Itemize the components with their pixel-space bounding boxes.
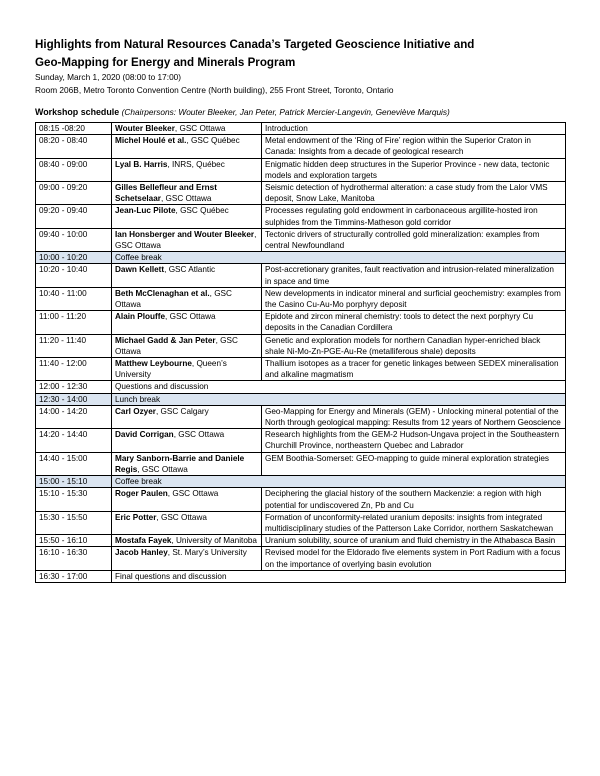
speaker-cell [112,135,262,158]
speaker-affiliation: , GSC Ottawa [115,335,238,356]
time-cell: 15:10 - 15:30 [36,488,112,511]
time-cell: 12:30 - 14:00 [36,393,112,405]
speaker-affiliation: , GSC Ottawa [160,194,212,204]
discussion-cell: Questions and discussion [112,381,566,393]
speaker-name: Alain Plouffe [115,312,166,322]
speaker-name: David Corrigan [115,430,174,440]
table-row [36,135,566,158]
speaker-cell [112,429,262,452]
speaker-name: Roger Paulen [115,489,168,499]
time-cell: 09:00 - 09:20 [36,182,112,205]
speaker-cell [112,228,262,251]
table-row [36,511,566,534]
speaker-affiliation: , GSC Ottawa [167,489,219,499]
title-line-1: Highlights from Natural Resources Canada’s Targeted Geoscience Initiative and [35,38,475,51]
break-cell: Lunch break [112,393,566,405]
document-title [35,36,575,72]
time-cell: 11:40 - 12:00 [36,358,112,381]
time-cell: 15:30 - 15:50 [36,511,112,534]
talk-title-cell: Seismic detection of hydrothermal alteration: a case study from the Lalor VMS deposit, Snow Lake, Manitoba [262,182,566,205]
speaker-cell [112,452,262,475]
time-cell: 10:00 - 10:20 [36,252,112,264]
speaker-name: Michael Gadd & Jan Peter [115,335,216,345]
schedule-label: Workshop schedule [35,107,120,117]
talk-title-cell: Revised model for the Eldorado five elements system in Port Radium with a focus on the importance of overlying basin evolution [262,547,566,570]
chairpersons: (Chairpersons: Wouter Bleeker, Jan Peter, Patrick Mercier-Langevin, Geneviève Marquis) [121,107,450,117]
table-row [36,182,566,205]
talk-title-cell: Uranium solubility, source of uranium and fluid chemistry in the Athabasca Basin [262,535,566,547]
speaker-affiliation: , Queen’s University [115,359,227,380]
talk-title-cell: Epidote and zircon mineral chemistry: tools to detect the next porphyry Cu deposits in the Canadian Cordillera [262,311,566,334]
speaker-cell [112,334,262,357]
speaker-name: Michel Houlé et al. [115,136,187,146]
speaker-affiliation: , GSC Ottawa [165,312,216,322]
table-row [36,287,566,310]
table-row [36,405,566,428]
talk-title-cell: Enigmatic hidden deep structures in the Superior Province - new data, tectonic models and exploration targets [262,158,566,181]
table-row [36,252,566,264]
speaker-name: Jean-Luc Pilote [115,206,176,216]
talk-title-cell: Metal endowment of the ‘Ring of Fire’ region within the Superior Craton in Canada: Insights from a decade of geological research [262,135,566,158]
talk-title-cell: Post-accretionary granites, fault reactivation and intrusion-related mineralization in space and time [262,264,566,287]
speaker-name: Wouter Bleeker [115,124,175,133]
talk-title-cell: Geo-Mapping for Energy and Minerals (GEM) - Unlocking mineral potential of the North through geological mapping: Results from 12 years of Northern Geoscience [262,405,566,428]
speaker-cell [112,311,262,334]
speaker-name: Mary Sanborn-Barrie and Daniele Regis [115,453,245,474]
speaker-affiliation: , St. Mary’s University [167,548,247,558]
speaker-cell [112,511,262,534]
speaker-cell [112,123,262,135]
time-cell: 14:40 - 15:00 [36,452,112,475]
talk-title-cell: Deciphering the glacial history of the southern Mackenzie: a region with high potential for undiscovered Zn, Pb and Cu [262,488,566,511]
table-row [36,311,566,334]
time-cell: 15:50 - 16:10 [36,535,112,547]
time-cell: 12:00 - 12:30 [36,381,112,393]
speaker-cell [112,547,262,570]
speaker-affiliation: , GSC Ottawa [115,288,232,310]
time-cell: 16:30 - 17:00 [36,570,112,582]
speaker-name: Jacob Hanley [115,548,168,558]
speaker-affiliation: , GSC Ottawa [137,464,188,474]
event-meta [35,71,394,97]
table-row [36,264,566,287]
speaker-affiliation: , University of Manitoba [171,536,257,546]
schedule-heading [35,107,450,117]
table-row [36,334,566,357]
speaker-cell [112,264,262,287]
talk-title-cell: New developments in indicator mineral and surficial geochemistry: examples from the Casino Cu-Au-Mo porphyry deposit [262,287,566,310]
table-row [36,123,566,135]
speaker-name: Gilles Bellefleur and Ernst Schetselaar [115,183,217,204]
speaker-affiliation: , GSC Ottawa [173,430,225,440]
talk-title-cell: Research highlights from the GEM-2 Hudson-Ungava project in the Southeastern Churchill Province, northeastern Quebec and Labrador [262,429,566,452]
table-row [36,228,566,251]
speaker-name: Ian Honsberger and Wouter Bleeker [115,229,255,239]
speaker-cell [112,158,262,181]
table-row [36,381,566,393]
talk-title-cell: Genetic and exploration models for northern Canadian hyper-enriched black shale Ni-Mo-Zn-PGE-Au-Re (metalliferous shale) deposits [262,334,566,357]
speaker-affiliation: , INRS, Québec [167,159,225,169]
speaker-name: Eric Potter [115,512,157,522]
speaker-affiliation: , GSC Ottawa [156,512,207,522]
speaker-name: Matthew Leybourne [115,359,192,369]
time-cell: 10:20 - 10:40 [36,264,112,287]
speaker-affiliation: , GSC Québec [175,206,229,216]
table-row [36,488,566,511]
talk-title-cell: GEM Boothia-Somerset: GEO-mapping to guide mineral exploration strategies [262,452,566,475]
time-cell: 09:20 - 09:40 [36,205,112,228]
time-cell: 14:00 - 14:20 [36,405,112,428]
title-line-2: Geo-Mapping for Energy and Minerals Program [35,56,296,69]
discussion-cell: Final questions and discussion [112,570,566,582]
table-row [36,429,566,452]
time-cell: 11:00 - 11:20 [36,311,112,334]
speaker-affiliation: , GSC Atlantic [164,265,216,275]
break-cell: Coffee break [112,476,566,488]
time-cell: 15:00 - 15:10 [36,476,112,488]
talk-title-cell: Introduction [262,123,566,135]
speaker-name: Beth McClenaghan et al. [115,288,210,298]
speaker-name: Mostafa Fayek [115,536,172,546]
speaker-cell [112,535,262,547]
time-cell: 14:20 - 14:40 [36,429,112,452]
table-row [36,476,566,488]
table-row [36,358,566,381]
speaker-name: Dawn Kellett [115,265,165,275]
speaker-cell [112,205,262,228]
time-cell: 11:20 - 11:40 [36,334,112,357]
table-row [36,547,566,570]
table-row [36,535,566,547]
speaker-affiliation: , GSC Québec [186,136,240,146]
time-cell: 10:40 - 11:00 [36,287,112,310]
time-cell: 09:40 - 10:00 [36,228,112,251]
event-venue: Room 206B, Metro Toronto Convention Centre (North building), 255 Front Street, Toronto, Ontario [35,85,394,95]
speaker-cell [112,182,262,205]
table-row [36,570,566,582]
speaker-cell [112,287,262,310]
talk-title-cell: Tectonic drivers of structurally controlled gold mineralization: examples from central Newfoundland [262,228,566,251]
time-cell: 08:20 - 08:40 [36,135,112,158]
speaker-cell [112,358,262,381]
speaker-cell [112,488,262,511]
table-row [36,393,566,405]
table-row [36,452,566,475]
time-cell: 08:40 - 09:00 [36,158,112,181]
break-cell: Coffee break [112,252,566,264]
time-cell: 16:10 - 16:30 [36,547,112,570]
talk-title-cell: Formation of unconformity-related uranium deposits: insights from integrated multidisciplinary studies of the Patterson Lake Corridor, northern Saskatchewan [262,511,566,534]
speaker-affiliation: , GSC Ottawa [174,124,226,133]
speaker-affiliation: , GSC Calgary [155,406,209,416]
table-row [36,158,566,181]
speaker-affiliation: , GSC Ottawa [115,229,257,251]
talk-title-cell: Processes regulating gold endowment in carbonaceous argillite-hosted iron sulphides from the Timmins-Matheson gold corridor [262,205,566,228]
table-row [36,205,566,228]
schedule-table [35,122,566,583]
speaker-cell [112,405,262,428]
talk-title-cell: Thallium isotopes as a tracer for genetic linkages between SEDEX mineralisation and alkaline magmatism [262,358,566,381]
time-cell: 08:15 -08:20 [36,123,112,135]
speaker-name: Lyal B. Harris [115,159,168,169]
speaker-name: Carl Ozyer [115,406,156,416]
event-date: Sunday, March 1, 2020 (08:00 to 17:00) [35,72,182,82]
